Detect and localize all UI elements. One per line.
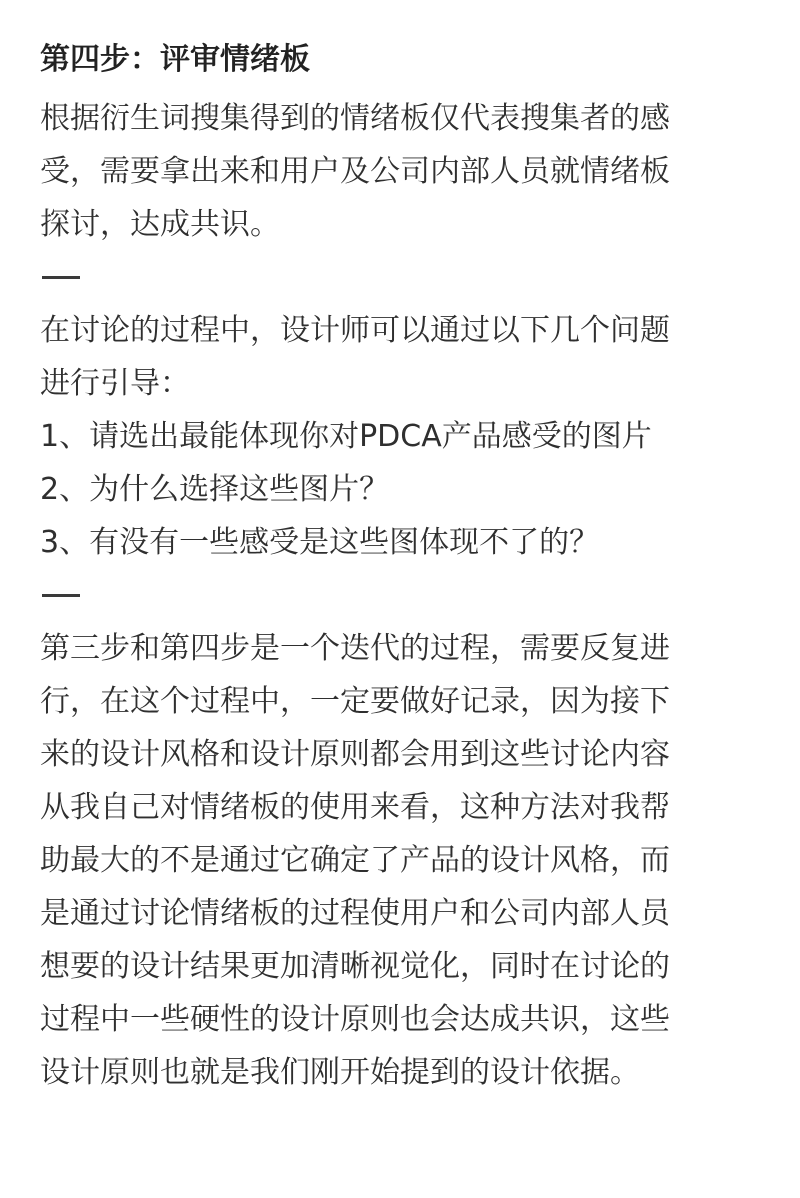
question-list <box>40 410 760 569</box>
intro-paragraph <box>40 92 760 251</box>
conclusion-paragraph <box>40 622 760 1099</box>
paragraph-line: 从我自己对情绪板的使用来看，这种方法对我帮 <box>40 790 670 825</box>
paragraph-line: 探讨，达成共识。 <box>40 207 280 242</box>
dash-divider-bar <box>42 594 80 597</box>
section-heading: 第四步：评审情绪板 <box>40 42 310 77</box>
dash-divider <box>40 251 760 304</box>
paragraph-line: 来的设计风格和设计原则都会用到这些讨论内容 <box>40 737 670 772</box>
paragraph-line: 设计原则也就是我们刚开始提到的设计依据。 <box>40 1055 640 1090</box>
paragraph-line: 是通过讨论情绪板的过程使用户和公司内部人员 <box>40 896 670 931</box>
paragraph-line: 第三步和第四步是一个迭代的过程，需要反复进 <box>40 631 670 666</box>
dash-divider <box>40 569 760 622</box>
paragraph-line: 根据衍生词搜集得到的情绪板仅代表搜集者的感 <box>40 101 670 136</box>
article-body <box>40 38 760 1099</box>
list-item: 3、有没有一些感受是这些图体现不了的？ <box>40 525 600 560</box>
paragraph-line: 进行引导： <box>40 366 190 401</box>
paragraph-line: 过程中一些硬性的设计原则也会达成共识，这些 <box>40 1002 670 1037</box>
list-item: 2、为什么选择这些图片？ <box>40 472 390 507</box>
discussion-paragraph <box>40 304 760 410</box>
list-item: 1、请选出最能体现你对PDCA产品感受的图片 <box>40 419 652 454</box>
paragraph-line: 受，需要拿出来和用户及公司内部人员就情绪板 <box>40 154 670 189</box>
dash-divider-bar <box>42 276 80 279</box>
paragraph-line: 助最大的不是通过它确定了产品的设计风格，而 <box>40 843 670 878</box>
paragraph-line: 行，在这个过程中，一定要做好记录，因为接下 <box>40 684 670 719</box>
paragraph-line: 在讨论的过程中，设计师可以通过以下几个问题 <box>40 313 670 348</box>
paragraph-line: 想要的设计结果更加清晰视觉化，同时在讨论的 <box>40 949 670 984</box>
